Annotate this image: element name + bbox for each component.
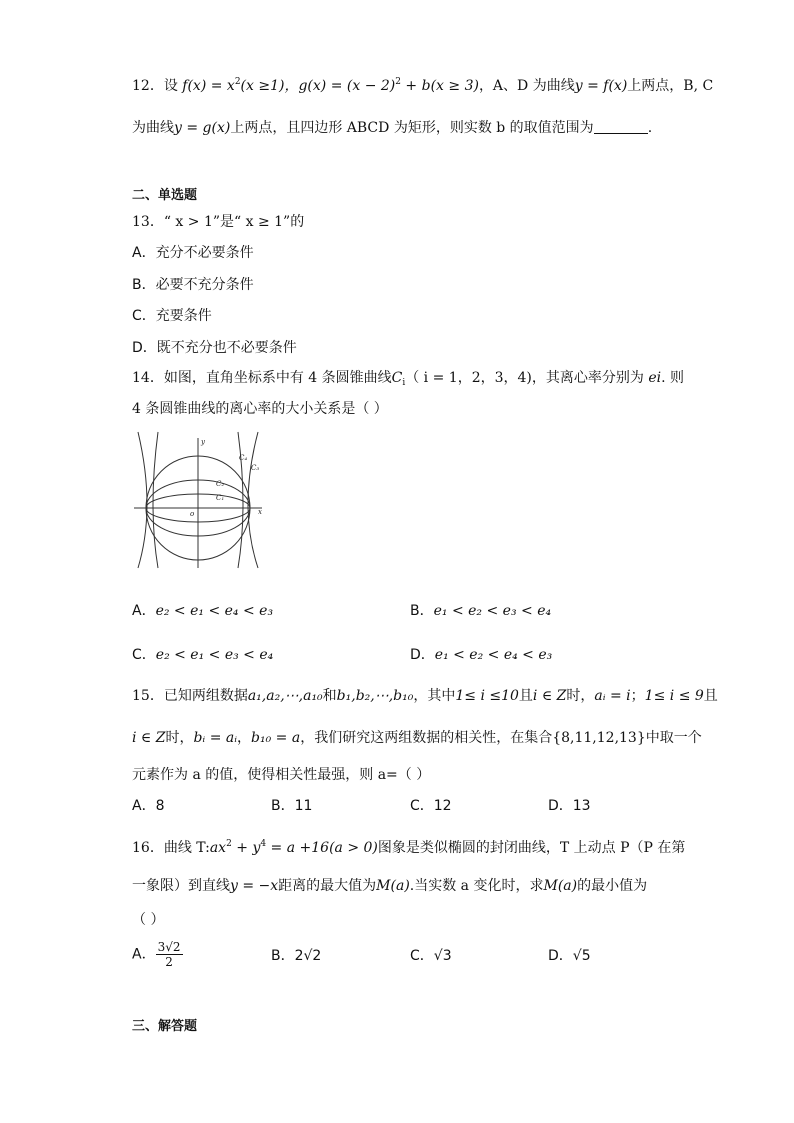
q12-curve-f: y = f(x) — [574, 78, 628, 94]
q16-eq-exp4: 4 — [260, 839, 267, 849]
q12-f-def — [182, 78, 284, 94]
curve-c4-left — [138, 432, 147, 568]
q14-option-d[interactable] — [410, 645, 552, 665]
q16-equation — [210, 840, 378, 856]
q14-option-a-text: e₂ < e₁ < e₄ < e₃ — [155, 603, 274, 619]
q14-text-end: . 则 — [661, 370, 685, 386]
q15-option-b[interactable]: B．11 — [271, 798, 313, 814]
q16-ma: M(a) — [376, 878, 410, 894]
q15-seq-b: b₁,b₂,⋯,b₁₀ — [336, 688, 414, 704]
q16-eq-y: + y — [231, 840, 261, 856]
q12-g-rest: + b(x ≥ 3) — [400, 78, 479, 94]
q14-option-a-label: A． — [132, 603, 156, 619]
label-x: x — [258, 508, 262, 516]
q16-line1 — [132, 834, 685, 858]
q14-option-c[interactable] — [132, 645, 273, 665]
label-c4: C₄ — [239, 454, 248, 462]
q15-bi: bᵢ = aᵢ — [193, 730, 238, 746]
q14-ecc: ei — [643, 370, 662, 386]
q14-curve-sub: i — [402, 378, 406, 388]
q13-option-b[interactable]: B．必要不充分条件 — [132, 277, 254, 293]
q15-option-a[interactable]: A．8 — [132, 798, 165, 814]
q12-text-d: 上两点，B, C — [627, 78, 714, 94]
q13-option-c[interactable]: C．充要条件 — [132, 308, 212, 324]
q15-cond1: 1≤ i ≤10 — [455, 688, 519, 704]
answer-blank[interactable] — [594, 119, 648, 134]
q15-text-g: 时， — [165, 730, 194, 746]
q16-text-b: 图象是类似椭圆的封闭曲线，T 上动点 P（P 在第 — [377, 840, 686, 856]
q15-and: 和 — [322, 688, 337, 704]
q16-line-eq: y = −x — [230, 878, 279, 894]
q12-number: 12． — [132, 78, 164, 94]
q14-option-b[interactable] — [410, 601, 551, 621]
q15-cond2: 1≤ i ≤ 9 — [644, 688, 704, 704]
label-origin: o — [190, 510, 195, 518]
q15-text-b: ，其中 — [413, 688, 456, 704]
q14-option-b-label: B． — [410, 603, 434, 619]
q16-eq-rest: = a +16(a > 0) — [266, 840, 378, 856]
q15-int1: i ∈ Z — [532, 688, 567, 704]
q14-option-d-text: e₁ < e₂ < e₄ < e₃ — [434, 647, 553, 663]
q16-line3: （ ） — [132, 912, 165, 928]
q12-g-def — [284, 78, 478, 94]
q15-text-d: 时， — [566, 688, 595, 704]
q12-g-expr: ，g(x) = (x − 2) — [284, 78, 396, 94]
q14-line2: 4 条圆锥曲线的离心率的大小关系是（ ） — [132, 401, 388, 417]
q14-option-c-text: e₂ < e₁ < e₃ < e₄ — [155, 647, 274, 663]
q16-option-a-den: 2 — [165, 955, 173, 969]
section-title-answer-questions: 三、解答题 — [132, 1019, 198, 1034]
q16-text-d: 距离的最大值为 — [278, 878, 377, 894]
q16-text-e: .当实数 a 变化时，求 — [409, 878, 544, 894]
q16-line2 — [132, 876, 647, 896]
q14-curve-c: C — [391, 370, 403, 386]
q15-int2: i ∈ Z — [132, 730, 166, 746]
q15-set: {8,11,12,13} — [552, 730, 646, 746]
q13-option-a[interactable]: A．充分不必要条件 — [132, 245, 254, 261]
q16-option-b[interactable]: B．2√2 — [271, 948, 322, 964]
q15-text-i: ，我们研究这两组数据的相关性，在集合 — [300, 730, 553, 746]
conic-curves-figure — [130, 430, 270, 570]
label-c3: C₃ — [251, 464, 260, 472]
q12-f-expr: f(x) = x — [182, 78, 235, 94]
q16-text-a: 16．曲线 T: — [132, 840, 210, 856]
q14-line1 — [132, 368, 684, 393]
q12-period: . — [647, 120, 653, 136]
q12-f-exp: 2 — [234, 77, 241, 87]
q16-option-a-fraction — [156, 940, 183, 969]
q15-b10: b₁₀ = a — [251, 730, 301, 746]
q15-line3: 元素作为 a 的值，使得相关性最强，则 a=（ ） — [132, 767, 431, 783]
q16-ma2: M(a) — [543, 878, 578, 894]
q15-option-c[interactable]: C．12 — [410, 798, 452, 814]
label-y: y — [201, 438, 205, 446]
q12-line1 — [132, 72, 713, 96]
q15-line1 — [132, 686, 718, 706]
q15-ai: aᵢ = i — [594, 688, 631, 704]
q14-text-b: （ i = 1，2，3，4)，其离心率分别为 — [405, 370, 644, 386]
q16-eq-ax: ax — [209, 840, 227, 856]
q12-line2 — [132, 118, 652, 138]
q15-text-a: 15．已知两组数据 — [132, 688, 248, 704]
q16-eq-exp2: 2 — [226, 839, 232, 849]
q16-option-d[interactable]: D．√5 — [548, 948, 591, 964]
q15-text-f: 且 — [703, 688, 718, 704]
q16-option-a-num: 3√2 — [157, 940, 181, 954]
q12-text: 设 — [163, 78, 178, 94]
q15-text-c: 且 — [518, 688, 533, 704]
q14-option-a[interactable] — [132, 601, 273, 621]
label-c2: C₂ — [216, 480, 225, 488]
q16-option-a-label: A． — [132, 946, 156, 963]
q16-option-a[interactable] — [132, 940, 183, 969]
q15-text-e: ； — [630, 688, 645, 704]
label-c1: C₁ — [216, 494, 225, 502]
q14-option-d-label: D． — [410, 647, 435, 663]
q14-option-c-label: C． — [132, 647, 156, 663]
q15-seq-a: a₁,a₂,⋯,a₁₀ — [247, 688, 323, 704]
q15-option-d[interactable]: D．13 — [548, 798, 591, 814]
q14-text-a: 14．如图，直角坐标系中有 4 条圆锥曲线 — [132, 370, 392, 386]
q12-curve-g: y = g(x) — [174, 120, 231, 136]
q12-f-cond: (x ≥1) — [240, 78, 285, 94]
q15-line2 — [132, 728, 702, 748]
q14-curve-symbol — [392, 370, 406, 386]
q16-option-c[interactable]: C．√3 — [410, 948, 452, 964]
q12-text-e: 为曲线 — [132, 120, 174, 136]
q12-text-b: ，A、D 为曲线 — [478, 78, 575, 94]
section-title-single-choice: 二、单选题 — [132, 188, 198, 203]
q16-text-f: 的最小值为 — [577, 878, 648, 894]
q13-stem: 13．“ x > 1”是“ x ≥ 1”的 — [132, 214, 305, 230]
q14-option-b-text: e₁ < e₂ < e₃ < e₄ — [433, 603, 552, 619]
q13-option-d[interactable]: D．既不充分也不必要条件 — [132, 340, 297, 356]
q15-text-j: 中取一个 — [645, 730, 702, 746]
q16-text-c: 一象限）到直线 — [132, 878, 230, 894]
q15-text-h: ， — [237, 730, 252, 746]
q12-text-f: 上两点，且四边形 ABCD 为矩形，则实数 b 的取值范围为 — [230, 120, 594, 136]
q12-g-exp: 2 — [395, 77, 401, 87]
